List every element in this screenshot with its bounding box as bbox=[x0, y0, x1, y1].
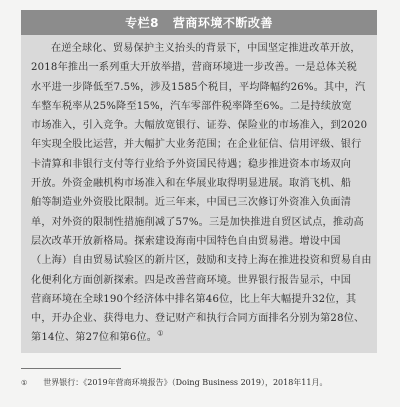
body-line: 层次改革开放新格局。探索建设海南中国特色自由贸易港。增设中国 bbox=[31, 235, 341, 247]
box-label: 专栏8 bbox=[125, 16, 159, 30]
footnote bbox=[21, 377, 381, 389]
body-line: （上海）自由贸易试验区的新片区，鼓励和支持上海在推进投资和贸易自由 bbox=[31, 255, 372, 267]
box-header bbox=[21, 10, 377, 35]
footnote-text: 世界银行：《2019年营商环境报告》（Doing Business 2019），2018年11月。 bbox=[43, 378, 328, 387]
body-line: 水平进一步降低至7.5%，涉及1585个税目，平均降幅约26%。其中，汽 bbox=[31, 81, 366, 93]
body-line: 2018年推出一系列重大开放举措，营商环境进一步改善。一是总体关税 bbox=[31, 62, 357, 74]
body-line: 在逆全球化、贸易保护主义抬头的背景下，中国坚定推进改革开放， bbox=[51, 43, 361, 54]
body-line: 营商环境在全球190个经济体中排名第46位，比上年大幅提升32位，其 bbox=[31, 293, 357, 305]
body-line: 单，对外资的限制性措施削减了57%。三是加快推进自贸区试点，推动高 bbox=[31, 216, 364, 228]
body-line-last bbox=[31, 328, 371, 347]
footnote-reference[interactable]: ① bbox=[157, 330, 164, 339]
feature-box bbox=[21, 10, 377, 353]
footnote-marker: ① bbox=[21, 379, 28, 387]
box-body bbox=[31, 39, 371, 348]
box-title: 营商环境不断改善 bbox=[172, 16, 273, 30]
body-line: 卡清算和非银行支付等行业给予外资国民待遇；稳步推进资本市场双向 bbox=[31, 158, 352, 170]
body-line: 车整车税率从25%降至15%，汽车零部件税率降至6%。二是持续放宽 bbox=[31, 100, 352, 112]
body-line: 中，开办企业、获得电力、登记财产和执行合同方面排名分别为第28位、 bbox=[31, 313, 365, 325]
footnote-divider bbox=[21, 368, 121, 369]
body-line: 年实现全股比运营，并大幅扩大业务范围；在企业征信、信用评级、银行 bbox=[31, 139, 362, 151]
body-line: 舶等制造业外资股比限制。近三年来，中国已三次修订外资准入负面清 bbox=[31, 197, 352, 209]
body-line: 化便利化方面创新探索。四是改善营商环境。世界银行报告显示，中国 bbox=[31, 274, 352, 286]
body-line: 开放。外资金融机构市场准入和在华展业取得明显进展。取消飞机、船 bbox=[31, 178, 352, 190]
body-line: 市场准入，引入竞争。大幅放宽银行、证券、保险业的市场准入，到2020 bbox=[31, 120, 368, 132]
body-line-text: 第14位、第27位和第6位。 bbox=[31, 332, 158, 344]
